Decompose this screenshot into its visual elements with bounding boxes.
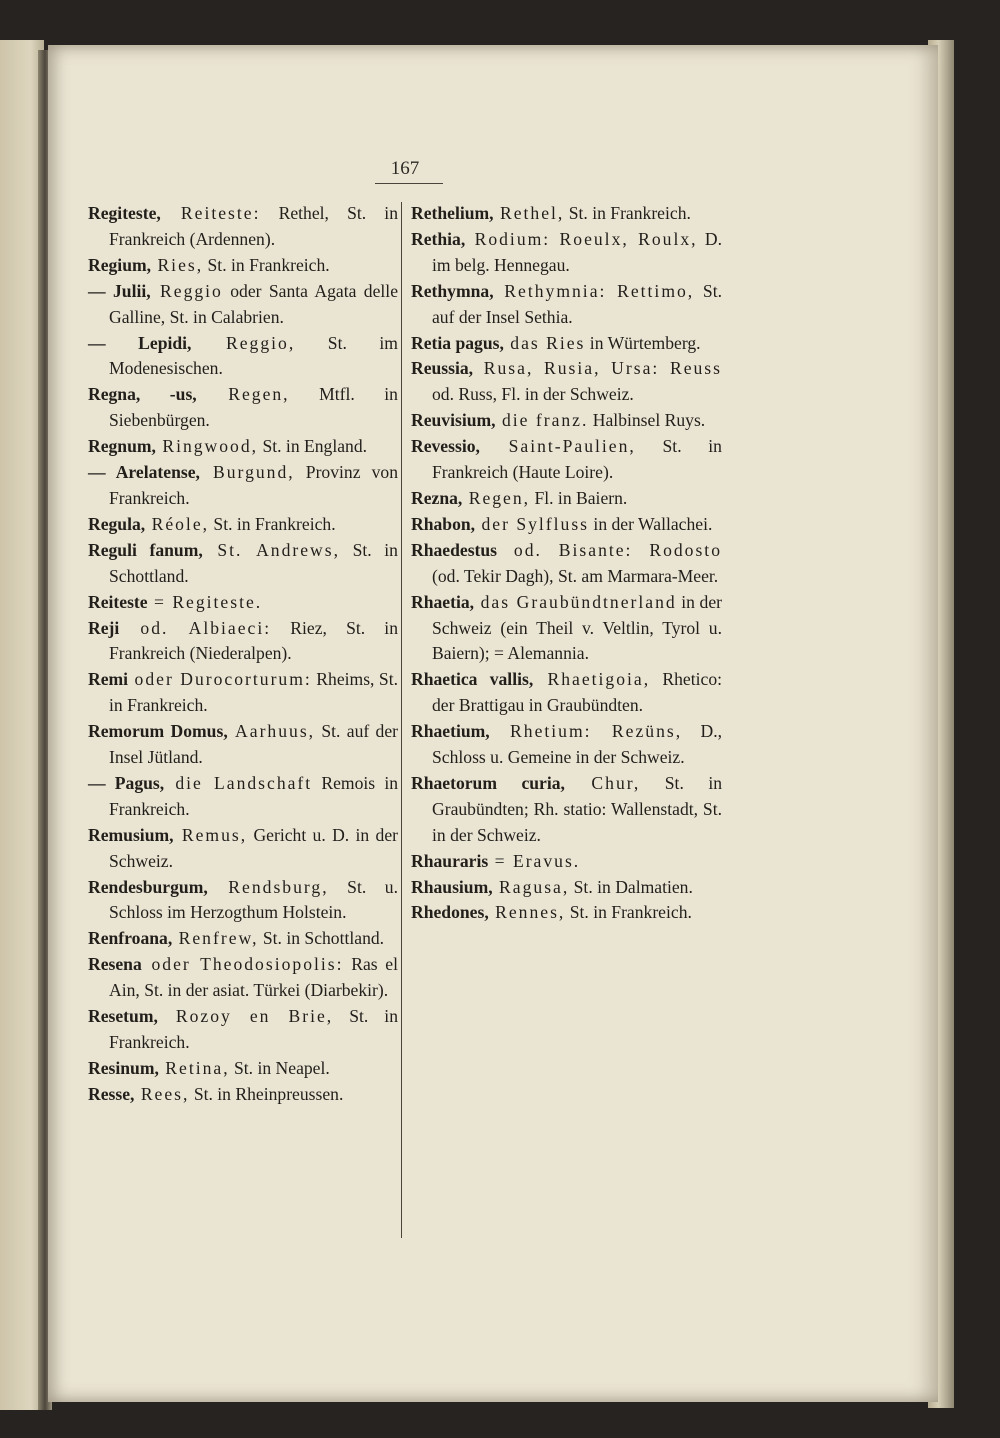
entry-spaced-name: Rusa, Rusia, Ursa: Reuss — [473, 358, 722, 379]
entry-headword: — Arelatense, — [88, 462, 200, 483]
entry-spaced-name: Chur, — [564, 772, 641, 793]
entry-definition: in Würtemberg. — [585, 332, 701, 353]
dictionary-entry — [411, 512, 722, 538]
dictionary-entry — [88, 926, 398, 952]
dictionary-entry — [411, 356, 722, 408]
entry-spaced-name: Rhetium: Rezüns, — [489, 721, 683, 742]
entry-headword: Reguli fanum, — [88, 539, 203, 560]
entry-spaced-name: Reiteste: — [160, 203, 261, 223]
entry-definition: St. auf der Insel Jütland. — [109, 721, 399, 768]
dictionary-entry — [411, 434, 722, 486]
entry-definition: Rethel, St. in Frankreich (Ardennen). — [109, 203, 398, 249]
entry-headword: Regnum, — [88, 436, 156, 457]
entry-definition: St. in England. — [258, 436, 368, 457]
entry-headword: Regiteste, — [88, 203, 161, 223]
entry-definition: oder Santa Agata delle Galline, St. in Calabrien. — [109, 280, 398, 327]
entry-definition: Riez, St. in Frankreich (Niederalpen). — [109, 617, 398, 664]
entry-headword: Rhauraris — [411, 850, 489, 871]
entry-spaced-name: Reggio — [150, 280, 223, 301]
entry-definition: St. in Schottland. — [258, 928, 385, 949]
entry-spaced-name: Burgund, — [199, 462, 295, 483]
entry-definition: St. in Frankreich. — [565, 902, 692, 923]
entry-definition: in der Schweiz (ein Theil v. Veltlin, Tyrol u. Baiern); = Alemannia. — [432, 591, 722, 664]
dictionary-entry — [411, 849, 722, 875]
entry-headword: Reuvisium, — [411, 410, 496, 431]
entry-spaced-name: Regen, — [196, 384, 290, 405]
dictionary-entry — [88, 875, 398, 927]
entry-headword: — Julii, — [88, 280, 151, 301]
entry-spaced-name: Rozoy en Brie, — [157, 1006, 334, 1027]
entry-definition: Provinz von Frankreich. — [109, 462, 399, 508]
entry-headword: Reussia, — [411, 358, 474, 379]
entry-definition: St. in Graubündten; Rh. statio: Wallenstadt, St. in der Schweiz. — [432, 772, 722, 845]
entry-headword: Resse, — [88, 1083, 135, 1104]
entry-headword: Remi — [88, 669, 129, 690]
entry-spaced-name: Ries, — [151, 254, 204, 275]
dictionary-entry — [88, 253, 398, 279]
entry-headword: Rhausium, — [411, 876, 493, 897]
entry-headword: Rhaetium, — [411, 721, 490, 742]
entry-spaced-name: = Regiteste. — [147, 591, 263, 612]
right-column — [411, 201, 722, 926]
entry-spaced-name: oder Theodosiopolis: — [141, 954, 344, 975]
entry-spaced-name: Reggio, — [191, 332, 296, 353]
dictionary-entry — [88, 952, 398, 1004]
entry-headword: Rhedones, — [411, 902, 489, 923]
entry-definition: St. u. Schloss im Herzogthum Holstein. — [109, 876, 398, 923]
entry-definition: St. in Frankreich. — [209, 513, 336, 534]
entry-definition: Ras el Ain, St. in der asiat. Türkei (Diarbekir). — [109, 954, 398, 1001]
page-number: 167 — [390, 158, 420, 179]
entry-spaced-name: Rendsburg, — [207, 876, 329, 897]
entry-definition: Halbinsel Ruys. — [588, 410, 706, 431]
dictionary-entry — [411, 900, 722, 926]
entry-definition: St. im Modenesischen. — [109, 332, 398, 379]
entry-definition: D. im belg. Hennegau. — [432, 228, 722, 275]
entry-headword: Rhaetica vallis, — [411, 669, 534, 690]
entry-definition: St. in Rheinpreussen. — [189, 1083, 344, 1104]
dictionary-entry — [411, 486, 722, 512]
dictionary-entry — [411, 538, 722, 590]
entry-headword: Resetum, — [88, 1006, 158, 1027]
entry-headword: Retia pagus, — [411, 332, 504, 353]
dictionary-entry — [411, 227, 722, 279]
dictionary-entry — [411, 590, 722, 668]
entry-headword: Revessio, — [411, 436, 480, 457]
dictionary-entry — [411, 331, 722, 357]
entry-definition: Rhetico: der Brattigau in Graubündten. — [432, 669, 723, 716]
entry-headword: Rhaetia, — [411, 591, 475, 612]
entry-definition: Mtfl. in Siebenbürgen. — [109, 384, 398, 431]
dictionary-entry — [88, 434, 398, 460]
dictionary-entry — [88, 667, 398, 719]
dictionary-entry — [88, 1056, 398, 1082]
entry-spaced-name: Rhaetigoia, — [533, 669, 651, 690]
entry-headword: Rethelium, — [411, 203, 494, 223]
entry-headword: Rhaetorum curia, — [411, 772, 565, 793]
entry-definition: Fl. in Baiern. — [530, 487, 628, 508]
entry-headword: Resena — [88, 954, 142, 975]
entry-definition: Rheims, St. in Frankreich. — [109, 669, 398, 716]
entry-definition: Gericht u. D. in der Schweiz. — [109, 824, 398, 871]
entry-spaced-name: das Graubündtnerland — [474, 591, 677, 612]
dictionary-entry — [411, 771, 722, 849]
dictionary-entry — [411, 408, 722, 434]
dictionary-entry — [411, 719, 722, 771]
dictionary-entry — [88, 1004, 398, 1056]
entry-definition: Remois in Frankreich. — [109, 772, 398, 819]
entry-headword: Rhaedestus — [411, 539, 498, 560]
entry-spaced-name: Rees, — [134, 1083, 190, 1104]
dictionary-entry — [88, 382, 398, 434]
entry-definition: St. in Dalmatien. — [569, 876, 693, 897]
dictionary-entry — [411, 667, 722, 719]
entry-spaced-name: Ragusa, — [492, 876, 570, 897]
entry-definition: St. in Frankreich (Haute Loire). — [432, 436, 722, 483]
entry-spaced-name: Aarhuus, — [227, 721, 316, 742]
dictionary-entry — [88, 616, 398, 668]
dictionary-entry — [411, 875, 722, 901]
entry-spaced-name: das Ries — [503, 332, 586, 353]
dictionary-entry — [88, 201, 398, 253]
entry-headword: Reji — [88, 617, 120, 638]
entry-spaced-name: Saint-Paulien, — [479, 436, 636, 457]
entry-definition: in der Wallachei. — [589, 513, 713, 534]
entry-headword: Rethia, — [411, 228, 466, 249]
page-number-rule — [375, 183, 443, 184]
entry-headword: — Pagus, — [88, 772, 165, 793]
entry-spaced-name: die Landschaft — [164, 772, 313, 793]
dictionary-entry — [88, 719, 398, 771]
entry-headword: Renfroana, — [88, 928, 173, 949]
dictionary-entry — [88, 590, 398, 616]
dictionary-entry — [88, 1082, 398, 1108]
entry-headword: Reiteste — [88, 591, 148, 612]
entry-headword: Regula, — [88, 513, 146, 534]
entry-spaced-name: Rennes, — [488, 902, 566, 923]
entry-headword: Rendesburgum, — [88, 876, 208, 897]
entry-headword: Regium, — [88, 254, 152, 275]
dictionary-entry — [88, 823, 398, 875]
entry-definition: St. in Frankreich. — [564, 203, 691, 223]
entry-spaced-name: Rethymnia: Rettimo, — [493, 280, 695, 301]
entry-spaced-name: Renfrew, — [172, 928, 259, 949]
entry-spaced-name: Retina, — [158, 1057, 230, 1078]
entry-definition: St. in Frankreich. — [203, 254, 330, 275]
entry-spaced-name: od. Bisante: Rodosto — [497, 539, 722, 560]
entry-spaced-name: Rethel, — [493, 203, 565, 223]
entry-headword: Rhabon, — [411, 513, 476, 534]
entry-spaced-name: die franz. — [495, 410, 589, 431]
dictionary-entry — [88, 331, 398, 383]
entry-spaced-name: Rodium: Roeulx, Roulx, — [465, 228, 698, 249]
entry-spaced-name: der Sylfluss — [475, 513, 590, 534]
entry-definition: St. in Schottland. — [109, 539, 398, 586]
entry-headword: Rethymna, — [411, 280, 494, 301]
entry-definition: (od. Tekir Dagh), St. am Marmara-Meer. — [432, 565, 719, 586]
entry-headword: Resinum, — [88, 1057, 159, 1078]
entry-spaced-name: Remus, — [173, 824, 248, 845]
entry-headword: Regna, -us, — [88, 384, 197, 405]
entry-headword: Rezna, — [411, 487, 463, 508]
entry-definition: St. in Neapel. — [229, 1057, 330, 1078]
entry-headword: — Lepidi, — [88, 332, 192, 353]
entry-spaced-name: = Eravus. — [488, 850, 581, 871]
entry-spaced-name: Réole, — [145, 513, 210, 534]
dictionary-entry — [88, 771, 398, 823]
entry-spaced-name: od. Albiaeci: — [119, 617, 272, 638]
entry-headword: Remusium, — [88, 824, 174, 845]
dictionary-entry — [411, 279, 722, 331]
column-divider — [401, 202, 402, 1238]
entry-spaced-name: St. Andrews, — [202, 539, 340, 560]
dictionary-entry — [88, 512, 398, 538]
entry-headword: Remorum Domus, — [88, 721, 228, 742]
dictionary-entry — [88, 538, 398, 590]
dictionary-entry — [88, 279, 398, 331]
entry-definition: od. Russ, Fl. in der Schweiz. — [432, 384, 634, 405]
entry-definition: St. auf der Insel Sethia. — [432, 280, 722, 327]
dictionary-entry — [411, 201, 722, 227]
entry-definition: D., Schloss u. Gemeine in der Schweiz. — [432, 721, 722, 768]
entry-spaced-name: oder Durocorturum: — [128, 669, 312, 690]
entry-spaced-name: Regen, — [462, 487, 531, 508]
entry-definition: St. in Frankreich. — [109, 1006, 398, 1052]
dictionary-entry — [88, 460, 398, 512]
entry-spaced-name: Ringwood, — [155, 436, 259, 457]
left-column — [88, 201, 398, 1108]
